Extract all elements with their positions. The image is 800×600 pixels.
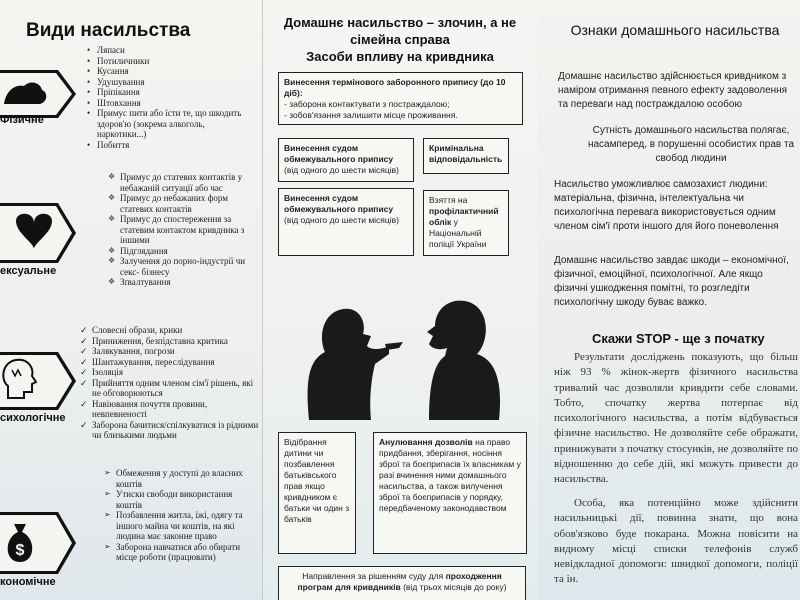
heart-icon: [0, 203, 78, 263]
signs-paragraph-3: Насильство уможливлює самозахист людини: матеріальна, фізична, інтелектуальна чи психологічна перевага використовується одним членом сім'ї проти іншого для його поневолення: [554, 179, 779, 232]
list-item: • Удушування: [85, 77, 255, 88]
restrict-title: Винесення судом обмежувального припису: [284, 193, 394, 214]
preventive-bold: профілактичний облік: [429, 206, 499, 227]
right-panel: [538, 0, 800, 600]
program-box: [278, 566, 526, 600]
sexual-label: ексуальне: [0, 265, 57, 277]
list-item: • Потиличники: [85, 56, 255, 67]
physical-label: Фізичне: [0, 114, 44, 126]
list-item: ✓ Залякування, погрози: [80, 346, 260, 357]
preventive-box: [423, 190, 509, 256]
middle-panel: [262, 0, 540, 600]
sexual-list: [108, 172, 258, 288]
signs-paragraph-2: Сутність домашнього насильства полягає, насамперед, в порушенні особистих прав та свобод людини: [587, 125, 795, 164]
restrict-title: Винесення судом обмежувального припису: [284, 143, 394, 164]
list-item: ✓ Ізоляція: [80, 367, 260, 378]
influence-heading: Засоби впливу на кривдника: [306, 49, 494, 64]
svg-text:$: $: [15, 542, 25, 559]
program-post: (від трьох місяців до року): [403, 582, 507, 592]
criminal-title: Кримінальна відповідальність: [429, 143, 503, 164]
stop-paragraph-2: Особа, яка потенційно може здійснити насильницькі дії, повинна знати, що вона обов'язково буде покарана. Можна повісити на видному місці списки телефонів служб невідкладної допомоги: швидкої допомоги, поліції та ін.: [554, 497, 798, 586]
psych-label: сихологічне: [0, 412, 66, 424]
list-item: ➢ Заборона навчатися або обирати місце роботи (працювати): [104, 542, 256, 563]
child-rights-text: Відібрання дитини чи позбавлення батьківського прав якщо кривдником є батьки чи один з батьків: [284, 437, 350, 524]
list-item: ❖ Примус до статевих контактів у небажаній ситуації або час: [108, 172, 258, 193]
crime-heading: Домашнє насильство – злочин, а не сімейна справа: [283, 15, 517, 47]
signs-paragraph-1: Домашнє насильство здійснюється кривдником з наміром отримання певного ефекту задоволення та переваги над постраждалою особою: [558, 71, 788, 110]
sexual-badge: [0, 203, 78, 275]
restrict-sub: (від одного до шести місяців): [284, 165, 400, 175]
urgent-order-box: [278, 72, 523, 125]
list-item: • Побиття: [85, 140, 255, 151]
list-item: ✓ Шантажування, переслідування: [80, 357, 260, 368]
list-item: ✓ Навіювання почуття провини, невпевненості: [80, 399, 260, 420]
psych-list: [80, 325, 260, 441]
weapon-permit-box: [373, 432, 527, 554]
urgent-order-line: - заборона контактувати з постраждалою;: [284, 99, 450, 109]
middle-title: [271, 14, 529, 65]
child-rights-box: [278, 432, 356, 554]
preventive-pre: Взяття на: [429, 195, 468, 205]
program-pre: Направлення за рішенням суду для: [302, 571, 444, 581]
money-bag-icon: [0, 512, 78, 574]
list-item: ✓ Заборона бачитися/спілкуватися із рідними чи близькими людьми: [80, 420, 260, 441]
stop-paragraph-1: Результати досліджень показують, що більш ніж 93 % жінок-жертв фізичного насильства тривалий час дозволяли кривдити себе словами. Тобто, спочатку жертва потерпає від психологічного насильства, а потім відбувається фізичне насильство. Не дозволяйте себе ображати, принижувати з початку стосунків, не дозволяйте по відношенню до себе дій, які можуть привести до насильства.: [554, 351, 798, 486]
list-item: ❖ Підглядання: [108, 246, 258, 257]
list-item: ❖ Примус до спостереження за статевим контактом кривдника з іншими: [108, 214, 258, 246]
list-item: ➢ Утиски свободи використання коштів: [104, 489, 256, 510]
restrict-order-box-1: [278, 138, 414, 182]
list-item: • Примус пити або їсти те, що шкодить здоров'ю (зокрема алкоголь, наркотики...): [85, 108, 255, 140]
left-panel: [0, 0, 262, 600]
list-item: ✓ Прийняття одним членом сім'ї рішень, які не обговорюються: [80, 378, 260, 399]
list-item: • Ляпаси: [85, 45, 255, 56]
couple-silhouette-image: [299, 270, 509, 420]
list-item: ➢ Обмеження у доступі до власних коштів: [104, 468, 256, 489]
physical-list: [85, 45, 255, 150]
program-bold: проходження програм для кривдників: [297, 571, 502, 592]
list-item: • Пріпікання: [85, 87, 255, 98]
econ-list: [104, 468, 256, 563]
types-title: Види насильства: [26, 20, 191, 41]
urgent-order-title: Винесення термінового заборонного припису (до 10 діб):: [284, 77, 506, 98]
preventive-post: у Національній поліції України: [429, 217, 487, 249]
list-item: ➢ Позбавлення житла, їжі, одягу та іншого майна чи коштів, на які людина має законне право: [104, 510, 256, 542]
list-item: • Штовхання: [85, 98, 255, 109]
stop-heading: Скажи STOP - ще з початку: [592, 331, 765, 346]
psych-badge: [0, 352, 78, 424]
list-item: • Кусання: [85, 66, 255, 77]
list-item: ❖ Залучення до порно-індустрії чи секс- бізнесу: [108, 256, 258, 277]
bicep-icon: [0, 70, 78, 118]
weapon-bold: Анулювання дозволів: [379, 437, 473, 447]
list-item: ❖ Зґвалтування: [108, 277, 258, 288]
signs-title: Ознаки домашнього насильства: [570, 22, 780, 38]
list-item: ✓ Приниження, безпідставна критика: [80, 336, 260, 347]
physical-badge: [0, 70, 78, 128]
restrict-order-box-2: [278, 188, 414, 256]
head-icon: [0, 352, 78, 410]
list-item: ✓ Словесні образи, крики: [80, 325, 260, 336]
signs-paragraph-4: Домашнє насильство завдає шкоди – економічної, фізичної, емоційної, психологічної. Але якщо фізичні ушкодження помітні, то розгледіти психологічну шкоду буває важко.: [554, 255, 789, 308]
urgent-order-line: - зобов'язання залишити місце проживання.: [284, 110, 458, 120]
weapon-text: на право придбання, зберігання, носіння зброї та боєприпасів їх власникам у разі вчинення ними домашнього насильства, а також вилучення зброї та боєприпасів у порядку, передбаченому законодавством: [379, 437, 521, 513]
econ-label: кономічне: [0, 576, 56, 588]
restrict-sub: (від одного до шести місяців): [284, 215, 400, 225]
criminal-box: [423, 138, 509, 174]
econ-badge: [0, 512, 78, 588]
list-item: ❖ Примус до небажаних форм статевих контактів: [108, 193, 258, 214]
